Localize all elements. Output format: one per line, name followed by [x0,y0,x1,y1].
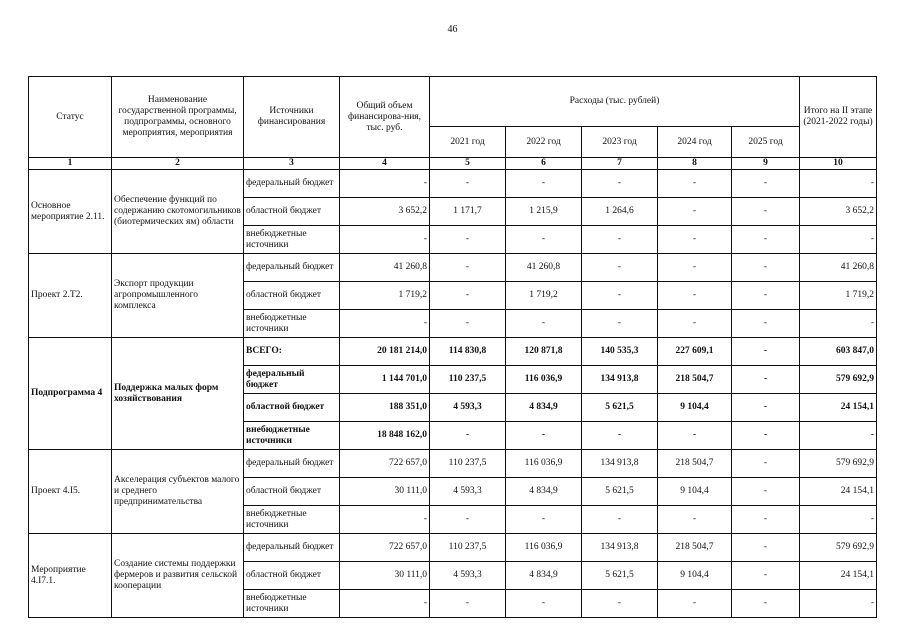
column-index: 4 [340,158,430,170]
row-name: Экспорт продукции агропромышленного комплекса [112,254,244,338]
row-year-value: - [506,226,582,254]
row-total: 1 144 701,0 [340,366,430,394]
header-expenses: Расходы (тыс. рублей) [430,77,800,127]
row-stage-total: - [800,590,877,618]
row-status: Подпрограмма 4 [29,338,112,450]
row-total: 188 351,0 [340,394,430,422]
row-total: - [340,170,430,198]
row-total: 30 111,0 [340,562,430,590]
row-year-value: 116 036,9 [506,366,582,394]
row-source: федеральный бюджет [244,450,340,478]
row-year-value: 4 593,3 [430,562,506,590]
column-index: 8 [658,158,732,170]
row-year-value: - [732,310,800,338]
financing-table [28,76,877,618]
header-year: 2021 год [430,127,506,158]
row-year-value: 9 104,4 [658,478,732,506]
row-year-value: - [732,226,800,254]
row-year-value: - [658,282,732,310]
row-year-value: - [582,422,658,450]
row-year-value: - [732,506,800,534]
header-name: Наименование государственной программы, подпрограммы, основного мероприятия, мероприятия [112,77,244,158]
row-stage-total: 41 260,8 [800,254,877,282]
row-status: Основное мероприятие 2.11. [29,170,112,254]
row-year-value: - [658,310,732,338]
row-year-value: - [732,282,800,310]
row-year-value: - [506,590,582,618]
table-row [29,450,877,478]
row-year-value: 9 104,4 [658,562,732,590]
row-year-value: - [732,450,800,478]
row-year-value: - [430,506,506,534]
row-year-value: 4 834,9 [506,562,582,590]
row-source: областной бюджет [244,198,340,226]
row-year-value: 116 036,9 [506,534,582,562]
row-year-value: 134 913,8 [582,366,658,394]
row-source: областной бюджет [244,282,340,310]
header-year: 2025 год [732,127,800,158]
row-status: Проект 4.I5. [29,450,112,534]
table-row [29,338,877,366]
row-year-value: - [732,170,800,198]
row-status: Мероприятие 4.I7.1. [29,534,112,618]
row-year-value: - [430,422,506,450]
page-number: 46 [447,24,458,35]
row-year-value: 110 237,5 [430,450,506,478]
row-year-value: 227 609,1 [658,338,732,366]
row-stage-total: 579 692,9 [800,450,877,478]
table-row [29,170,877,198]
table-row [29,534,877,562]
row-year-value: 1 215,9 [506,198,582,226]
row-year-value: 218 504,7 [658,534,732,562]
row-year-value: 4 834,9 [506,478,582,506]
row-year-value: 116 036,9 [506,450,582,478]
row-year-value: - [658,170,732,198]
row-source: внебюджетные источники [244,422,340,450]
row-total: - [340,506,430,534]
row-year-value: - [582,310,658,338]
row-name: Поддержка малых форм хозяйствования [112,338,244,450]
row-source: внебюджетные источники [244,310,340,338]
row-year-value: - [582,226,658,254]
row-source: внебюджетные источники [244,590,340,618]
row-source: федеральный бюджет [244,534,340,562]
header-year: 2022 год [506,127,582,158]
row-year-value: - [430,254,506,282]
header-status: Статус [29,77,112,158]
row-source: федеральный бюджет [244,170,340,198]
row-year-value: 1 171,7 [430,198,506,226]
column-index: 3 [244,158,340,170]
row-year-value: - [658,226,732,254]
row-year-value: - [658,198,732,226]
column-index: 1 [29,158,112,170]
row-year-value: - [658,590,732,618]
column-index: 9 [732,158,800,170]
column-index: 7 [582,158,658,170]
row-source: областной бюджет [244,478,340,506]
row-year-value: - [506,310,582,338]
column-index: 6 [506,158,582,170]
row-year-value: - [430,282,506,310]
row-year-value: 1 719,2 [506,282,582,310]
row-stage-total: - [800,422,877,450]
row-source: областной бюджет [244,562,340,590]
row-year-value: - [582,282,658,310]
row-year-value: - [582,254,658,282]
row-stage-total: - [800,506,877,534]
row-name: Создание системы поддержки фермеров и развития сельской кооперации [112,534,244,618]
row-source: ВСЕГО: [244,338,340,366]
row-total: 18 848 162,0 [340,422,430,450]
row-year-value: - [732,534,800,562]
row-year-value: 9 104,4 [658,394,732,422]
row-year-value: - [582,170,658,198]
column-index: 2 [112,158,244,170]
row-total: 1 719,2 [340,282,430,310]
row-total: - [340,310,430,338]
row-source: федеральный бюджет [244,366,340,394]
row-name: Обеспечение функций по содержанию скотомогильников (биотермических ям) области [112,170,244,254]
row-year-value: - [732,590,800,618]
row-year-value: - [430,226,506,254]
row-year-value: 140 535,3 [582,338,658,366]
row-total: 3 652,2 [340,198,430,226]
row-total: 722 657,0 [340,450,430,478]
row-stage-total: - [800,310,877,338]
header-year: 2023 год [582,127,658,158]
row-stage-total: 3 652,2 [800,198,877,226]
row-stage-total: - [800,170,877,198]
row-stage-total: 24 154,1 [800,394,877,422]
row-stage-total: - [800,226,877,254]
row-year-value: 114 830,8 [430,338,506,366]
row-year-value: 1 264,6 [582,198,658,226]
row-year-value: - [732,562,800,590]
row-year-value: - [732,338,800,366]
header-year: 2024 год [658,127,732,158]
table-body [29,170,877,618]
row-year-value: - [582,506,658,534]
row-year-value: - [430,590,506,618]
row-year-value: - [658,422,732,450]
row-year-value: 218 504,7 [658,450,732,478]
row-total: - [340,590,430,618]
header-sources: Источники финансирования [244,77,340,158]
row-year-value: - [732,254,800,282]
row-year-value: - [506,422,582,450]
row-year-value: - [732,394,800,422]
row-year-value: - [658,254,732,282]
row-year-value: 134 913,8 [582,450,658,478]
row-year-value: 110 237,5 [430,534,506,562]
row-year-value: 110 237,5 [430,366,506,394]
row-total: - [340,226,430,254]
row-stage-total: 579 692,9 [800,366,877,394]
row-year-value: - [430,310,506,338]
row-stage-total: 603 847,0 [800,338,877,366]
row-year-value: - [430,170,506,198]
header-total-stage: Итого на II этапе (2021-2022 годы) [800,77,877,158]
row-year-value: 5 621,5 [582,478,658,506]
row-total: 20 181 214,0 [340,338,430,366]
row-year-value: - [732,478,800,506]
row-stage-total: 24 154,1 [800,478,877,506]
row-year-value: 218 504,7 [658,366,732,394]
row-year-value: - [732,198,800,226]
column-index: 10 [800,158,877,170]
column-index: 5 [430,158,506,170]
row-year-value: 41 260,8 [506,254,582,282]
row-year-value: - [506,170,582,198]
row-total: 30 111,0 [340,478,430,506]
table-row [29,254,877,282]
row-year-value: 4 593,3 [430,394,506,422]
row-year-value: - [732,422,800,450]
row-stage-total: 579 692,9 [800,534,877,562]
row-year-value: 4 834,9 [506,394,582,422]
row-year-value: 5 621,5 [582,562,658,590]
row-year-value: 120 871,8 [506,338,582,366]
row-year-value: - [732,366,800,394]
row-name: Акселерация субъектов малого и среднего предпринимательства [112,450,244,534]
row-status: Проект 2.Т2. [29,254,112,338]
row-year-value: 5 621,5 [582,394,658,422]
row-year-value: - [658,506,732,534]
row-source: внебюджетные источники [244,226,340,254]
row-year-value: - [582,590,658,618]
row-total: 722 657,0 [340,534,430,562]
header-total-volume: Общий объем финансирова-ния, тыс. руб. [340,77,430,158]
row-source: внебюджетные источники [244,506,340,534]
row-stage-total: 24 154,1 [800,562,877,590]
row-total: 41 260,8 [340,254,430,282]
row-year-value: 134 913,8 [582,534,658,562]
row-source: федеральный бюджет [244,254,340,282]
row-year-value: 4 593,3 [430,478,506,506]
row-stage-total: 1 719,2 [800,282,877,310]
row-year-value: - [506,506,582,534]
row-source: областной бюджет [244,394,340,422]
